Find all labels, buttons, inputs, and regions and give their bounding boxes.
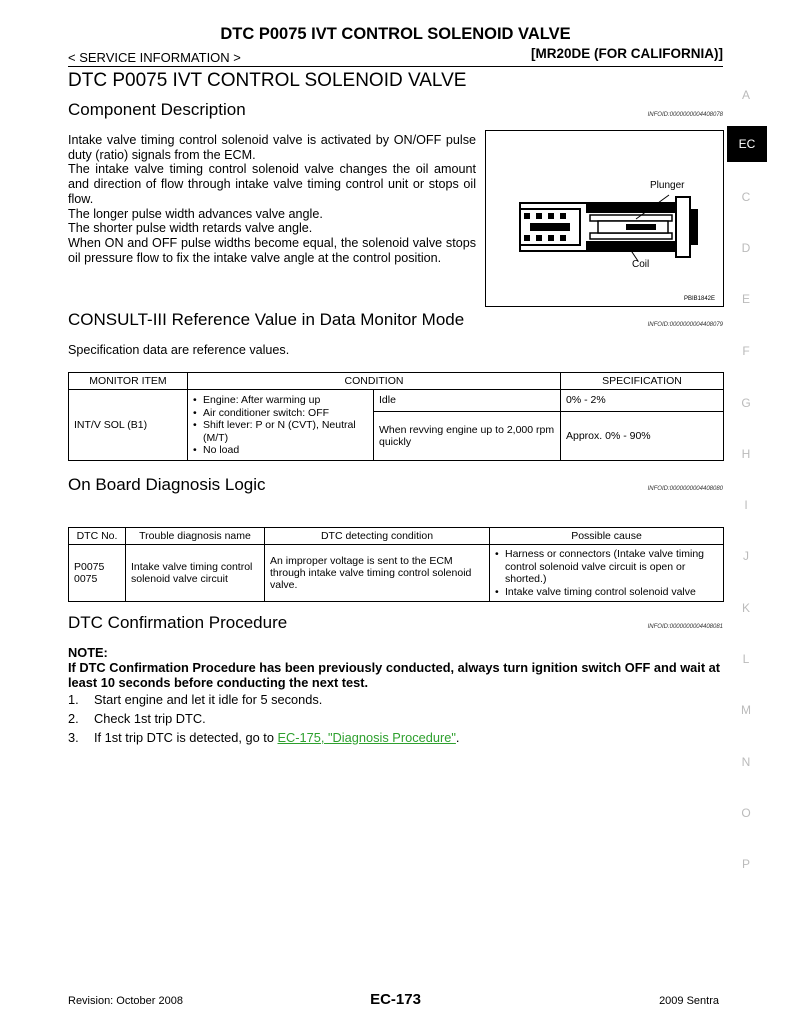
table-header-row bbox=[69, 373, 724, 390]
condition-list-cell bbox=[188, 390, 374, 461]
description-paragraph: Intake valve timing control solenoid valve is activated by ON/OFF pulse duty (ratio) signals from the ECM. bbox=[68, 133, 476, 162]
component-infoid: INFOID:0000000004408078 bbox=[647, 112, 723, 118]
column-header: Possible cause bbox=[490, 528, 724, 545]
revision-text: Revision: October 2008 bbox=[68, 995, 183, 1007]
step-number: 1. bbox=[68, 692, 79, 707]
solenoid-figure bbox=[485, 130, 724, 307]
index-tab-o[interactable]: O bbox=[741, 806, 751, 820]
index-tab-k[interactable]: K bbox=[741, 601, 750, 615]
consult-note: Specification data are reference values. bbox=[68, 343, 290, 357]
obd-table bbox=[68, 527, 724, 602]
solenoid-diagram bbox=[486, 131, 723, 306]
index-tab-l[interactable]: L bbox=[742, 652, 750, 666]
index-tab-h[interactable]: H bbox=[741, 447, 751, 461]
main-title: DTC P0075 IVT CONTROL SOLENOID VALVE bbox=[68, 70, 467, 91]
table-header-row bbox=[69, 528, 724, 545]
component-description-heading: Component Description bbox=[68, 100, 246, 119]
column-header: Trouble diagnosis name bbox=[126, 528, 265, 545]
page-header-title: DTC P0075 IVT CONTROL SOLENOID VALVE bbox=[220, 25, 571, 43]
index-tab-f[interactable]: F bbox=[742, 344, 750, 358]
confirmation-note bbox=[68, 645, 724, 690]
monitor-item-cell: INT/V SOL (B1) bbox=[69, 390, 188, 461]
column-header: MONITOR ITEM bbox=[69, 373, 188, 390]
index-tab-a[interactable]: A bbox=[741, 88, 750, 102]
index-tab-c[interactable]: C bbox=[741, 190, 751, 204]
table-row bbox=[69, 545, 724, 602]
section-breadcrumb: < SERVICE INFORMATION > bbox=[68, 50, 241, 65]
step-text: Check 1st trip DTC. bbox=[94, 711, 206, 726]
note-label: NOTE: bbox=[68, 645, 108, 660]
cause-item: • Intake valve timing control solenoid valve bbox=[495, 586, 718, 599]
component-description-text bbox=[68, 133, 476, 265]
obd-infoid: INFOID:0000000004408080 bbox=[647, 486, 723, 492]
consult-table bbox=[68, 372, 724, 461]
spec-cell: 0% - 2% bbox=[561, 390, 724, 412]
diagnosis-name-cell: Intake valve timing control solenoid valve circuit bbox=[126, 545, 265, 602]
dtc-number-cell: P0075 0075 bbox=[69, 545, 126, 602]
procedure-steps bbox=[68, 692, 459, 749]
index-tab-d[interactable]: D bbox=[741, 241, 751, 255]
plunger-label: Plunger bbox=[650, 180, 685, 191]
section-index-tabs bbox=[729, 0, 791, 1024]
spec-cell: Approx. 0% - 90% bbox=[561, 411, 724, 460]
vehicle-model: 2009 Sentra bbox=[659, 995, 719, 1007]
procedure-step bbox=[68, 692, 459, 711]
column-header: CONDITION bbox=[188, 373, 561, 390]
step-text-end: . bbox=[455, 730, 460, 745]
page-number: EC-173 bbox=[370, 991, 421, 1008]
table-row bbox=[69, 390, 724, 412]
description-paragraph: When ON and OFF pulse widths become equal, the solenoid valve stops oil pressure flow to fix the intake valve angle at the control position. bbox=[68, 235, 476, 265]
cause-item: • Harness or connectors (Intake valve timing control solenoid valve circuit is open or shorted.) bbox=[495, 548, 718, 586]
confirmation-infoid: INFOID:0000000004408081 bbox=[647, 624, 723, 630]
step-text: If 1st trip DTC is detected, go to bbox=[94, 730, 278, 745]
condition-cell: When revving engine up to 2,000 rpm quickly bbox=[374, 411, 561, 460]
step-text: Start engine and let it idle for 5 seconds. bbox=[94, 692, 323, 707]
possible-cause-cell bbox=[490, 545, 724, 602]
index-tab-g[interactable]: G bbox=[741, 396, 751, 410]
condition-cell: Idle bbox=[374, 390, 561, 412]
diagnosis-procedure-link[interactable]: EC-175, "Diagnosis Procedure" bbox=[277, 730, 456, 745]
header-rule bbox=[68, 66, 723, 67]
consult-infoid: INFOID:0000000004408079 bbox=[647, 322, 723, 328]
index-tab-j[interactable]: J bbox=[743, 549, 749, 563]
condition-item: • Engine: After warming up bbox=[193, 394, 368, 407]
description-paragraph: The intake valve timing control solenoid valve changes the oil amount and direction of flow through intake valve timing control unit or stops oil flow. bbox=[68, 162, 476, 206]
note-text: If DTC Confirmation Procedure has been previously conducted, always turn ignition switch OFF and wait at least 10 seconds before conducting the next test. bbox=[68, 660, 721, 690]
index-tab-ec[interactable]: EC bbox=[727, 126, 767, 162]
description-paragraph: The shorter pulse width retards valve angle. bbox=[68, 221, 313, 236]
engine-model-label: [MR20DE (FOR CALIFORNIA)] bbox=[531, 46, 723, 61]
consult-heading: CONSULT-III Reference Value in Data Monitor Mode bbox=[68, 310, 465, 329]
procedure-step bbox=[68, 730, 459, 749]
index-tab-p[interactable]: P bbox=[741, 857, 750, 871]
coil-label: Coil bbox=[632, 259, 650, 270]
column-header: DTC detecting condition bbox=[265, 528, 490, 545]
description-paragraph: The longer pulse width advances valve angle. bbox=[68, 206, 323, 221]
condition-item: • Air conditioner switch: OFF bbox=[193, 407, 368, 420]
index-tab-n[interactable]: N bbox=[741, 755, 751, 769]
procedure-step bbox=[68, 711, 459, 730]
index-tab-e[interactable]: E bbox=[741, 292, 750, 306]
column-header: SPECIFICATION bbox=[561, 373, 724, 390]
condition-item: • No load bbox=[193, 444, 368, 457]
figure-code: PBIB1842E bbox=[683, 296, 715, 302]
step-number: 2. bbox=[68, 711, 79, 726]
confirmation-heading: DTC Confirmation Procedure bbox=[68, 613, 288, 632]
index-tab-m[interactable]: M bbox=[741, 703, 751, 717]
detecting-condition-cell: An improper voltage is sent to the ECM through intake valve timing control solenoid valve. bbox=[265, 545, 490, 602]
obd-heading: On Board Diagnosis Logic bbox=[68, 475, 266, 494]
index-tab-i[interactable]: I bbox=[744, 498, 748, 512]
step-number: 3. bbox=[68, 730, 79, 745]
column-header: DTC No. bbox=[69, 528, 126, 545]
condition-item: • Shift lever: P or N (CVT), Neutral (M/T) bbox=[193, 419, 368, 444]
